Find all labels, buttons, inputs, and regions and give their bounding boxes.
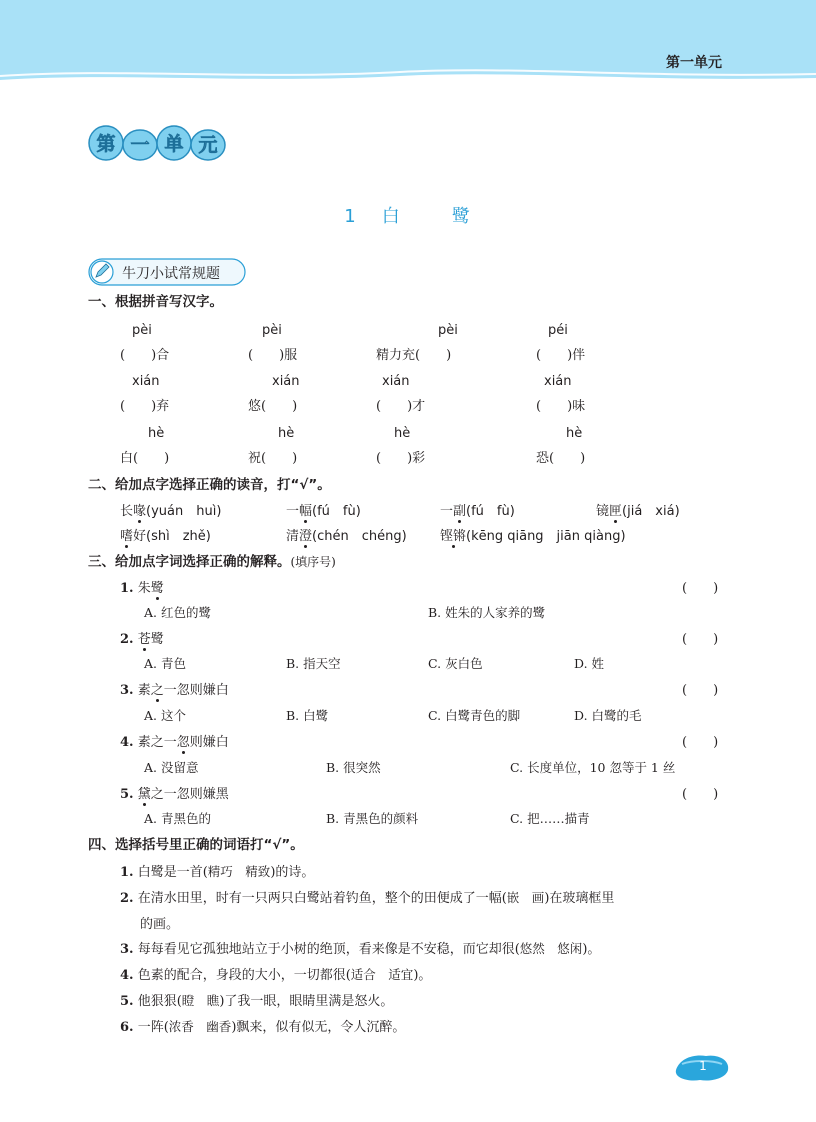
question-heading: 二、给加点字选择正确的读音，打“√”。 (88, 477, 331, 493)
pronunciation-item[interactable]: 嗜好(shì zhě) (120, 529, 211, 544)
pronunciation-item[interactable]: 长喙(yuán huì) (120, 504, 222, 519)
pinyin: hè (394, 426, 411, 441)
answer-blank[interactable]: ( )味 (536, 399, 586, 414)
answer-paren[interactable]: ( ) (682, 787, 719, 802)
word-choice-item[interactable]: 1. 白鹭是一首(精巧 精致)的诗。 (120, 864, 315, 880)
option: B. 青黑色的颜料 (326, 811, 419, 826)
option: C. 把……描青 (510, 811, 590, 826)
option: C. 白鹭青色的脚 (428, 708, 521, 723)
pronunciation-item[interactable]: 镜匣(jiá xiá) (596, 504, 680, 519)
pinyin: xián (272, 374, 300, 389)
option: D. 姓 (574, 656, 605, 671)
definition-item: 4. 素之一忽则嫌白 (120, 735, 229, 750)
word-choice-item[interactable]: 6. 一阵(浓香 幽香)飘来，似有似无，令人沉醉。 (120, 1019, 406, 1035)
word-choice-item[interactable]: 4. 色素的配合，身段的大小，一切都很(适合 适宜)。 (120, 967, 432, 983)
answer-paren[interactable]: ( ) (682, 632, 719, 647)
answer-blank[interactable]: ( )服 (248, 348, 298, 363)
unit-badge-char: 单 (164, 133, 184, 155)
answer-blank[interactable]: 精力充( ) (376, 348, 452, 363)
option: C. 灰白色 (428, 656, 483, 671)
answer-blank[interactable]: 恐( ) (536, 451, 586, 466)
answer-blank[interactable]: ( )合 (120, 348, 170, 363)
pronunciation-item[interactable]: 清澄(chén chéng) (286, 529, 407, 544)
pinyin: pèi (262, 323, 282, 338)
lesson-number: 1 (344, 206, 358, 227)
answer-blank[interactable]: 白( ) (120, 451, 170, 466)
pronunciation-item[interactable]: 一副(fú fù) (440, 504, 515, 519)
page-number: 1 (672, 1050, 734, 1084)
header-banner (0, 0, 816, 92)
option: C. 长度单位，10 忽等于 1 丝 (510, 760, 676, 775)
answer-blank[interactable]: ( )伴 (536, 348, 586, 363)
answer-paren[interactable]: ( ) (682, 581, 719, 596)
lesson-title (0, 202, 816, 228)
word-choice-item[interactable]: 5. 他狠狠(瞪 瞧)了我一眼，眼睛里满是怒火。 (120, 993, 394, 1009)
answer-blank[interactable]: ( )弃 (120, 399, 170, 414)
definition-item: 3. 素之一忽则嫌白 (120, 683, 229, 698)
pinyin: pèi (438, 323, 458, 338)
answer-blank[interactable]: ( )彩 (376, 451, 426, 466)
pinyin: hè (148, 426, 165, 441)
answer-paren[interactable]: ( ) (682, 683, 719, 698)
question-heading: 四、选择括号里正确的词语打“√”。 (88, 837, 304, 853)
definition-item: 5. 黛之一忽则嫌黑 (120, 787, 229, 802)
option: A. 青色 (144, 656, 186, 671)
pinyin: pèi (132, 323, 152, 338)
unit-badge (88, 123, 228, 163)
option: A. 红色的鹭 (144, 605, 211, 620)
pinyin: hè (278, 426, 295, 441)
option: D. 白鹭的毛 (574, 708, 642, 723)
definition-item: 1. 朱鹭 (120, 581, 164, 596)
pronunciation-item[interactable]: 铿锵(kēng qiāng jiān qiàng) (440, 529, 626, 544)
pinyin: xián (544, 374, 572, 389)
option: B. 白鹭 (286, 708, 329, 723)
option: B. 姓朱的人家养的鹭 (428, 605, 546, 620)
pinyin: xián (382, 374, 410, 389)
pencil-icon (91, 261, 113, 283)
lesson-title-char: 白 (381, 206, 402, 227)
option: B. 很突然 (326, 760, 381, 775)
lesson-title-char: 鹭 (451, 206, 472, 227)
answer-blank[interactable]: ( )才 (376, 399, 426, 414)
word-choice-item[interactable]: 2. 在清水田里，时有一只两只白鹭站着钓鱼，整个的田便成了一幅(嵌 画)在玻璃框里 (120, 890, 615, 906)
unit-badge-char: 一 (130, 134, 150, 156)
section-badge (88, 258, 246, 286)
pinyin: péi (548, 323, 568, 338)
definition-item: 2. 苍鹭 (120, 632, 164, 647)
pinyin: xián (132, 374, 160, 389)
answer-paren[interactable]: ( ) (682, 735, 719, 750)
unit-label: 第一单元 (666, 55, 722, 71)
section-label: 牛刀小试常规题 (122, 266, 220, 282)
unit-badge-char: 元 (198, 134, 218, 156)
word-choice-item[interactable]: 3. 每每看见它孤独地站立于小树的绝顶，看来像是不安稳，而它却很(悠然 悠闲)。 (120, 941, 601, 957)
option: A. 这个 (144, 708, 186, 723)
option: A. 没留意 (144, 760, 199, 775)
question-heading: 三、给加点字词选择正确的解释。(填序号) (88, 554, 336, 570)
option: A. 青黑色的 (144, 811, 211, 826)
pinyin: hè (566, 426, 583, 441)
question-heading: 一、根据拼音写汉字。 (88, 294, 223, 310)
answer-blank[interactable]: 悠( ) (248, 399, 298, 414)
unit-badge-char: 第 (96, 133, 116, 155)
answer-blank[interactable]: 祝( ) (248, 451, 298, 466)
pronunciation-item[interactable]: 一幅(fú fù) (286, 504, 361, 519)
word-choice-continued: 的画。 (140, 917, 180, 932)
option: B. 指天空 (286, 656, 341, 671)
